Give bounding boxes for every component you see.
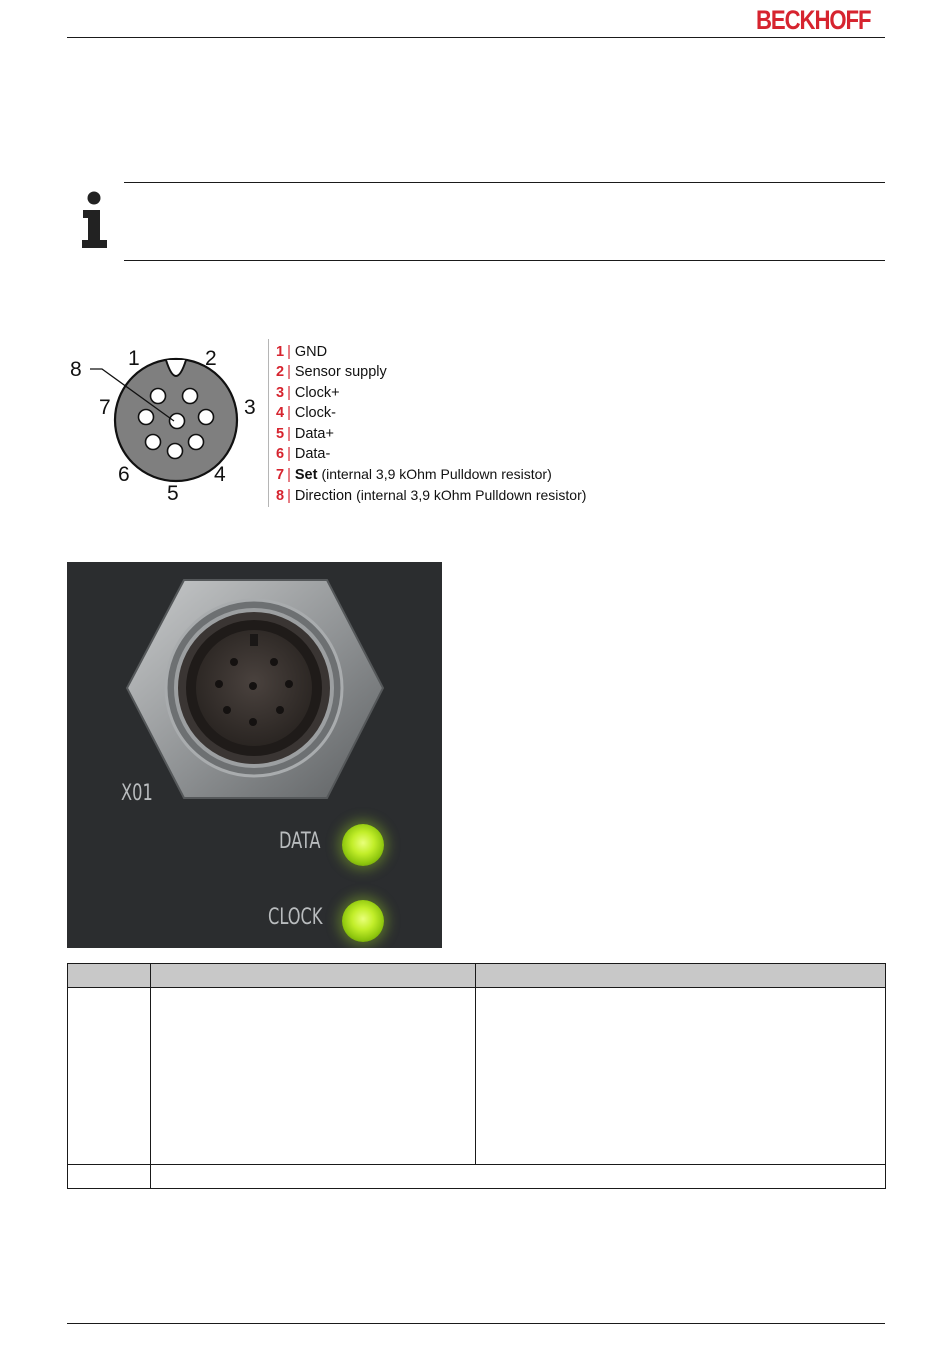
pinout-label-1: 1 — [128, 347, 140, 370]
led-data-indicator — [342, 824, 384, 866]
pin-row: 8 | Direction (internal 3,9 kOhm Pulldown resistor) — [276, 486, 587, 504]
table-header-cell — [476, 964, 886, 988]
pinout-label-8: 8 — [70, 358, 82, 381]
pin-assignment-list — [276, 342, 586, 505]
led-label-data: DATA — [279, 829, 321, 854]
header-rule — [67, 37, 885, 38]
beckhoff-logo: BECKHOFF — [756, 5, 871, 35]
note-top-rule — [124, 182, 885, 183]
table-row — [68, 1165, 886, 1189]
info-icon — [78, 190, 112, 250]
pin-row: 4 | Clock- — [276, 405, 336, 422]
table-cell — [151, 988, 476, 1165]
pinout-divider — [268, 339, 269, 507]
led-clock-indicator — [342, 900, 384, 942]
pin-row: 6 | Data- — [276, 445, 331, 462]
table-cell — [68, 988, 151, 1165]
table-cell — [476, 988, 886, 1165]
connector-label: X01 — [121, 781, 153, 806]
pin-row: 7 | Set (internal 3,9 kOhm Pulldown resistor) — [276, 466, 552, 484]
led-description-table — [67, 963, 886, 1189]
pinout-label-6: 6 — [118, 463, 130, 486]
table-row — [68, 988, 886, 1165]
device-photo — [67, 562, 442, 948]
pinout-label-2: 2 — [205, 347, 217, 370]
pinout-label-7: 7 — [99, 396, 111, 419]
table-header-cell — [151, 964, 476, 988]
pin-row: 5 | Data+ — [276, 425, 334, 442]
table-header-cell — [68, 964, 151, 988]
pinout-label-3: 3 — [244, 396, 256, 419]
pin-row: 1 | GND — [276, 344, 328, 360]
pinout-label-5: 5 — [167, 482, 179, 505]
pin-row: 2 | Sensor supply — [276, 364, 387, 381]
table-cell — [68, 1165, 151, 1189]
table-cell — [151, 1165, 886, 1189]
pinout-diagram — [64, 336, 264, 516]
pinout-label-4: 4 — [214, 463, 226, 486]
table-header-row — [68, 964, 886, 988]
pin-row: 3 | Clock+ — [276, 384, 340, 401]
note-bottom-rule — [124, 260, 885, 261]
led-label-clock: CLOCK — [268, 905, 323, 930]
footer-rule — [67, 1323, 885, 1324]
